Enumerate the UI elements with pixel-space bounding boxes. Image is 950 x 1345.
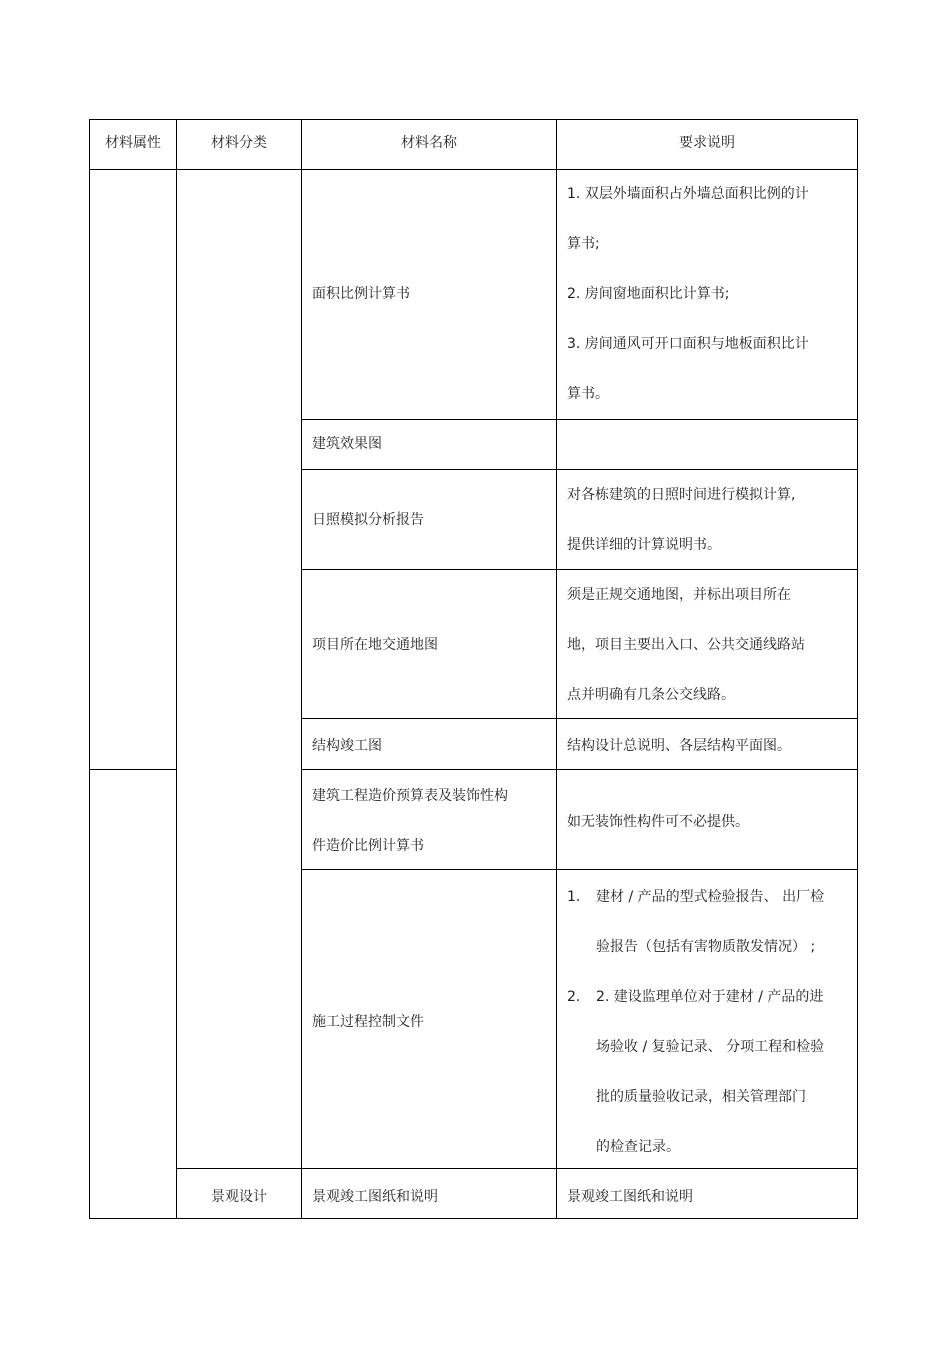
list-item: 建材 / 产品的型式检验报告、 出厂检 bbox=[596, 889, 825, 905]
requirement-text: 景观竣工图纸和说明 bbox=[567, 1189, 693, 1205]
header-requirement: 要求说明 bbox=[679, 135, 735, 151]
header-material-category: 材料分类 bbox=[211, 135, 267, 151]
material-name: 日照模拟分析报告 bbox=[312, 512, 424, 528]
list-item: 的检查记录。 bbox=[596, 1139, 680, 1155]
material-name: 面积比例计算书 bbox=[312, 286, 410, 302]
list-marker: 2. bbox=[567, 989, 581, 1005]
material-name: 施工过程控制文件 bbox=[312, 1014, 424, 1030]
list-item: 场验收 / 复验记录、 分项工程和检验 bbox=[596, 1039, 825, 1055]
document-page: 材料属性 材料分类 材料名称 要求说明 面积比例计算书 1. 双层外墙面积占外墙总面积比例的计 算书; 2. 房间窗地面积比计算书; 3. 房间通风可开口面积与地板面积比计 算书。 建筑效果图 日照模拟分析报告 对各栋建筑的日照时间进行模拟计算, 提供详细的计算说明书。 项目所在地交通地图 须是正规交通地图，并标出项目所在 地，项目主要出入口、公共交通线路站 点并明确有几条公交线路。 结构竣工图 结构设计总说明、各层结构平面图。 建筑工程造价预算表及装饰性构 件造价比例计算书 如无装饰性构件可不必提供。 施工过程控制文件 1. 建材 / 产品的型式检验报告、 出厂检 验报告（包括有害物质散发情况） ; 2. 2. 建设监理单位对于建材 / 产品的进 场验收 / 复验记录、 分项工程和检验 批的质量验收记录，相关管理部门 的检查记录。 景观设计 景观竣工图纸和说明 景观竣工图纸和说明 bbox=[0, 0, 950, 1345]
material-category: 景观设计 bbox=[211, 1189, 267, 1205]
list-marker: 1. bbox=[567, 889, 581, 905]
header-material-name: 材料名称 bbox=[401, 135, 457, 151]
requirement-text: 结构设计总说明、各层结构平面图。 bbox=[567, 738, 791, 754]
material-name: 景观竣工图纸和说明 bbox=[312, 1189, 438, 1205]
requirement-text: 如无装饰性构件可不必提供。 bbox=[567, 814, 749, 830]
material-name: 项目所在地交通地图 bbox=[312, 637, 438, 653]
material-name: 建筑效果图 bbox=[312, 436, 382, 452]
list-item: 2. 建设监理单位对于建材 / 产品的进 bbox=[596, 989, 824, 1005]
list-item: 批的质量验收记录，相关管理部门 bbox=[596, 1089, 806, 1105]
header-material-attribute: 材料属性 bbox=[105, 135, 161, 151]
material-name: 结构竣工图 bbox=[312, 738, 382, 754]
list-item: 验报告（包括有害物质散发情况） ; bbox=[596, 939, 816, 955]
